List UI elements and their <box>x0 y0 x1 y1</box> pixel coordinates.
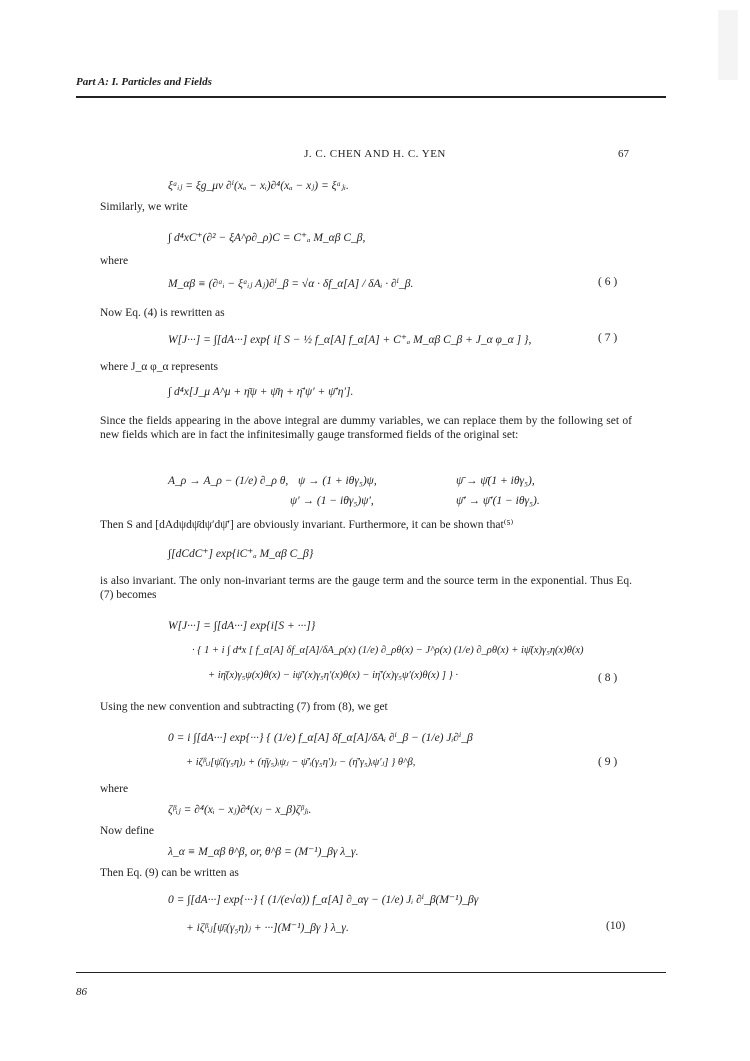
equation-8-line-2: · { 1 + i ∫ d⁴x [ f_α[A] δf_α[A]/δA_ρ(x) (1/e) ∂_ρθ(x) − J^ρ(x) (1/e) ∂_ρθ(x) + iψ̄(x)γ₅η(x)θ(x) <box>192 645 584 656</box>
equation-gauge-psi: ψ → (1 + iθγ₅)ψ, <box>298 475 377 487</box>
text-where-2: where <box>100 783 129 795</box>
equation-gauge-psibar: ψ̄ → ψ̄(1 + iθγ₅), <box>456 475 535 487</box>
equation-8-line-3: + iη̄(x)γ₅ψ(x)θ(x) − iψ̄′(x)γ₅η′(x)θ(x) − iη̄′(x)γ₅ψ′(x)θ(x) ] } · <box>208 670 459 681</box>
footer-rule <box>76 972 666 973</box>
paragraph-also: is also invariant. The only non-invariant terms are the gauge term and the source term in the exponential. Thus Eq. (7) becomes <box>100 575 632 602</box>
equation-zeta: ζᵝᵢⱼ = ∂⁴(xᵢ − xⱼ)∂⁴(xⱼ − x_β)ζᵝⱼᵢ. <box>168 804 312 816</box>
equation-ghost-integral: ∫[dCdC⁺] exp{iC⁺ₐ M_αβ C_β} <box>168 548 314 560</box>
equation-source: ∫ d⁴x[J_μ A^μ + η̄ψ + ψ̄η + η̄′ψ′ + ψ̄′η′]. <box>168 386 354 398</box>
folio: 86 <box>76 986 87 998</box>
equation-7: W[J···] = ∫[dA···] exp{ i[ S − ½ f_α[A] f_α[A] + C⁺ₐ M_αβ C_β + J_α φ_α ] }, <box>168 334 532 346</box>
equation-number-7: ( 7 ) <box>598 332 618 344</box>
equation-lambda: λ_α ≡ M_αβ θ^β, or, θ^β = (M⁻¹)_βγ λ_γ. <box>168 846 359 858</box>
equation-number-6: ( 6 ) <box>598 276 618 288</box>
section-label: Part A: I. Particles and Fields <box>76 76 212 88</box>
running-head: J. C. CHEN AND H. C. YEN <box>304 148 446 160</box>
text-then-eq9: Then Eq. (9) can be written as <box>100 867 239 879</box>
equation-number-10: (10) <box>606 920 626 932</box>
equation-9-line-2: + iζᵝᵢⱼ[ψ̄ᵢ(γ₅η)ⱼ + (η̄γ₅)ᵢψⱼ − ψ̄′ᵢ(γ₅η′)ⱼ − (η̄′γ₅)ᵢψ′ⱼ] } θ^β, <box>186 757 416 768</box>
paragraph-using: Using the new convention and subtracting (7) from (8), we get <box>100 701 388 713</box>
text-now-eq4: Now Eq. (4) is rewritten as <box>100 307 225 319</box>
equation-ghost: ∫ d⁴xC⁺(∂² − ξA^ρ∂_ρ)C = C⁺ₐ M_αβ C_β, <box>168 232 366 244</box>
equation-number-8: ( 8 ) <box>598 672 618 684</box>
equation-gauge-psi-prime: ψ′ → (1 − iθγ₅)ψ′, <box>290 495 374 507</box>
equation-xi: ξᵃᵢⱼ = ξg_μν ∂ⁱ(xₐ − xᵢ)∂⁴(xₐ − xⱼ) = ξᵃⱼᵢ. <box>168 180 349 192</box>
text-where-j: where J_α φ_α represents <box>100 361 218 373</box>
page-number: 67 <box>618 148 629 160</box>
header-rule <box>76 96 666 98</box>
equation-9-line-1: 0 = i ∫[dA···] exp{···} { (1/e) f_α[A] δf_α[A]/δAᵢ ∂ⁱ_β − (1/e) Jᵢ∂ⁱ_β <box>168 732 473 744</box>
text-where-1: where <box>100 255 129 267</box>
paragraph-since: Since the fields appearing in the above integral are dummy variables, we can replace them by the following set of new fields which are in fact the infinitesimally gauge transformed fields of the original set: <box>100 415 632 442</box>
equation-10-line-1: 0 = ∫[dA···] exp{···} { (1/(e√α)) f_α[A] ∂_αγ − (1/e) Jᵢ ∂ⁱ_β(M⁻¹)_βγ <box>168 894 479 906</box>
paragraph-then: Then S and [dAdψdψ̄dψ′dψ̄′] are obviously invariant. Furthermore, it can be shown that⁽⁵⁾ <box>100 519 514 531</box>
text-similarly: Similarly, we write <box>100 201 188 213</box>
equation-number-9: ( 9 ) <box>598 756 618 768</box>
page-edge-artifact <box>718 10 738 80</box>
text-now-define: Now define <box>100 825 154 837</box>
equation-8-line-1: W[J···] = ∫[dA···] exp{i[S + ···]} <box>168 620 316 632</box>
equation-gauge-psibar-prime: ψ̄′ → ψ̄′(1 − iθγ₅). <box>456 495 540 507</box>
equation-6: M_αβ ≡ (∂ᵃᵢ − ξᵃᵢⱼ Aⱼ)∂ⁱ_β = √α · δf_α[A] / δAᵢ · ∂ⁱ_β. <box>168 278 414 290</box>
equation-10-line-2: + iζᵝᵢⱼ[ψ̄ᵢ(γ₅η)ⱼ + ···](M⁻¹)_βγ } λ_γ. <box>186 922 349 934</box>
equation-gauge-a: A_ρ → A_ρ − (1/e) ∂_ρ θ, <box>168 475 289 487</box>
